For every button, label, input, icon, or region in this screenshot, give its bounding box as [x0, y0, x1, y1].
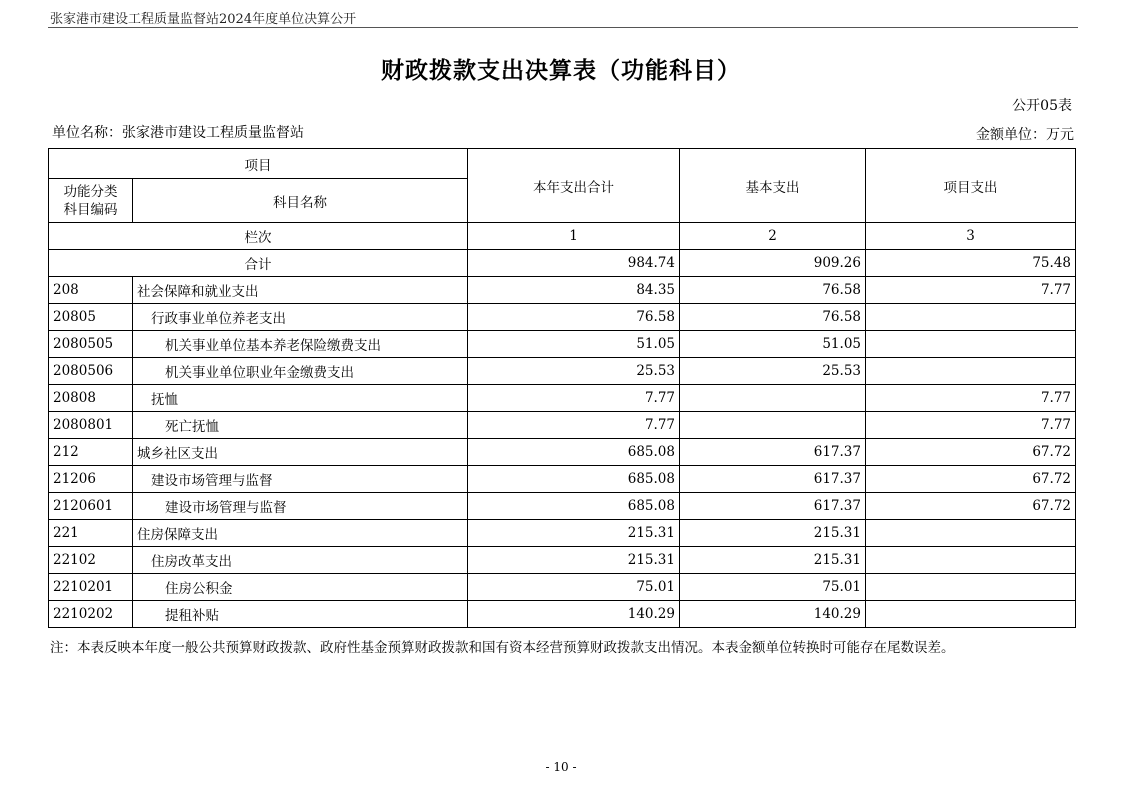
row-project: 67.72 [866, 466, 1076, 493]
row-project [866, 520, 1076, 547]
table-row [49, 601, 1076, 628]
row-name: 住房保障支出 [133, 520, 468, 547]
row-basic [680, 412, 866, 439]
header-project: 项目 [49, 149, 468, 179]
row-project [866, 547, 1076, 574]
row-project: 7.77 [866, 385, 1076, 412]
table-row [49, 304, 1076, 331]
document-header: 张家港市建设工程质量监督站2024年度单位决算公开 [50, 12, 357, 27]
row-total: 215.31 [468, 520, 680, 547]
total-basic: 909.26 [680, 250, 866, 277]
row-total: 685.08 [468, 466, 680, 493]
row-name: 建设市场管理与监督 [133, 493, 468, 520]
header-code-line2: 科目编码 [63, 201, 118, 218]
header-name: 科目名称 [133, 179, 468, 223]
row-code: 21206 [49, 466, 133, 493]
row-total: 84.35 [468, 277, 680, 304]
row-basic: 140.29 [680, 601, 866, 628]
row-total: 51.05 [468, 331, 680, 358]
table-row [49, 385, 1076, 412]
row-code: 2210201 [49, 574, 133, 601]
table-row [49, 574, 1076, 601]
row-basic: 76.58 [680, 277, 866, 304]
row-name: 行政事业单位养老支出 [133, 304, 468, 331]
header-code-line1: 功能分类 [63, 183, 118, 200]
row-code: 2080801 [49, 412, 133, 439]
row-code: 221 [49, 520, 133, 547]
header-code [49, 179, 133, 223]
row-code: 2120601 [49, 493, 133, 520]
header-basic: 基本支出 [680, 149, 866, 223]
row-project: 7.77 [866, 277, 1076, 304]
row-code: 208 [49, 277, 133, 304]
row-name: 抚恤 [133, 385, 468, 412]
row-total: 7.77 [468, 412, 680, 439]
row-project [866, 601, 1076, 628]
unit-name: 单位名称：张家港市建设工程质量监督站 [52, 125, 304, 141]
row-total: 75.01 [468, 574, 680, 601]
row-project [866, 574, 1076, 601]
row-name: 住房公积金 [133, 574, 468, 601]
row-name: 建设市场管理与监督 [133, 466, 468, 493]
row-project: 7.77 [866, 412, 1076, 439]
table-row [49, 520, 1076, 547]
row-project: 67.72 [866, 493, 1076, 520]
table-row [49, 547, 1076, 574]
currency-unit: 金额单位：万元 [976, 127, 1074, 143]
row-basic: 617.37 [680, 439, 866, 466]
row-total: 215.31 [468, 547, 680, 574]
column-index-2: 2 [680, 223, 866, 250]
table-row [49, 466, 1076, 493]
table-row [49, 439, 1076, 466]
row-code: 22102 [49, 547, 133, 574]
row-basic: 25.53 [680, 358, 866, 385]
row-total: 7.77 [468, 385, 680, 412]
row-name: 住房改革支出 [133, 547, 468, 574]
row-name: 城乡社区支出 [133, 439, 468, 466]
total-label: 合计 [49, 250, 468, 277]
row-code: 2080505 [49, 331, 133, 358]
row-basic: 51.05 [680, 331, 866, 358]
table-row [49, 277, 1076, 304]
row-total: 76.58 [468, 304, 680, 331]
row-code: 2210202 [49, 601, 133, 628]
page-number: - 10 - [545, 760, 577, 774]
row-basic: 215.31 [680, 547, 866, 574]
table-row [49, 358, 1076, 385]
column-index-3: 3 [866, 223, 1076, 250]
row-basic: 617.37 [680, 493, 866, 520]
row-project [866, 304, 1076, 331]
table-row [49, 412, 1076, 439]
page-title: 财政拨款支出决算表（功能科目） [381, 58, 741, 84]
expenditure-table [48, 148, 1076, 628]
row-basic: 215.31 [680, 520, 866, 547]
row-project: 67.72 [866, 439, 1076, 466]
row-name: 机关事业单位职业年金缴费支出 [133, 358, 468, 385]
row-name: 提租补贴 [133, 601, 468, 628]
header-project-expenditure: 项目支出 [866, 149, 1076, 223]
row-code: 2080506 [49, 358, 133, 385]
row-total: 140.29 [468, 601, 680, 628]
column-index-1: 1 [468, 223, 680, 250]
row-code: 20805 [49, 304, 133, 331]
header-divider [48, 27, 1078, 28]
form-number: 公开05表 [1012, 98, 1072, 114]
row-code: 20808 [49, 385, 133, 412]
row-total: 685.08 [468, 439, 680, 466]
row-name: 机关事业单位基本养老保险缴费支出 [133, 331, 468, 358]
row-name: 死亡抚恤 [133, 412, 468, 439]
row-basic [680, 385, 866, 412]
row-name: 社会保障和就业支出 [133, 277, 468, 304]
total-project: 75.48 [866, 250, 1076, 277]
row-code: 212 [49, 439, 133, 466]
total-sum: 984.74 [468, 250, 680, 277]
row-total: 685.08 [468, 493, 680, 520]
row-basic: 75.01 [680, 574, 866, 601]
row-basic: 76.58 [680, 304, 866, 331]
footnote: 注：本表反映本年度一般公共预算财政拨款、政府性基金预算财政拨款和国有资本经营预算财政拨款支出情况。本表金额单位转换时可能存在尾数误差。 [50, 640, 955, 656]
table-row [49, 493, 1076, 520]
row-basic: 617.37 [680, 466, 866, 493]
row-project [866, 331, 1076, 358]
row-project [866, 358, 1076, 385]
table-row [49, 331, 1076, 358]
column-index-label: 栏次 [49, 223, 468, 250]
row-total: 25.53 [468, 358, 680, 385]
header-total: 本年支出合计 [468, 149, 680, 223]
